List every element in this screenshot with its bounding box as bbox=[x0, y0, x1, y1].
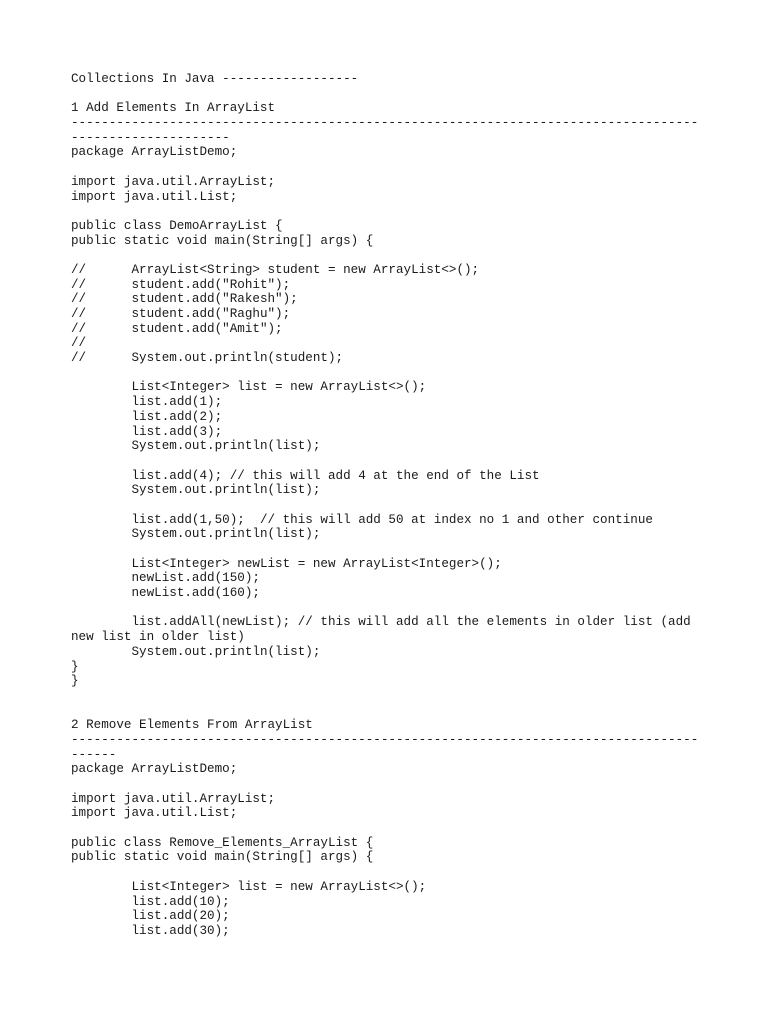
divider-line: --------------------- bbox=[71, 130, 230, 145]
code-line: import java.util.ArrayList; bbox=[71, 791, 276, 806]
code-line: list.add(30); bbox=[71, 923, 230, 938]
code-line: // ArrayList<String> student = new ArrayList<>(); bbox=[71, 262, 480, 277]
code-line: import java.util.List; bbox=[71, 806, 238, 821]
code-line: new list in older list) bbox=[71, 630, 245, 645]
blank-line bbox=[71, 204, 711, 219]
code-line: System.out.println(list); bbox=[71, 439, 321, 454]
blank-line bbox=[71, 777, 711, 792]
code-line: list.add(3); bbox=[71, 424, 223, 439]
divider-line: ----------------------------------------------------------------------------------- bbox=[71, 732, 699, 747]
divider-line: ----------------------------------------------------------------------------------- bbox=[71, 116, 699, 131]
code-line: List<Integer> newList = new ArrayList<Integer>(); bbox=[71, 556, 502, 571]
code-line: import java.util.ArrayList; bbox=[71, 174, 276, 189]
code-line: System.out.println(list); bbox=[71, 483, 321, 498]
doc-title: Collections In Java ------------------ bbox=[71, 72, 359, 86]
code-line: import java.util.List; bbox=[71, 189, 238, 204]
code-line: System.out.println(list); bbox=[71, 644, 321, 659]
blank-line bbox=[71, 542, 711, 557]
code-line: } bbox=[71, 659, 79, 674]
document-body bbox=[71, 72, 711, 939]
code-line: // student.add("Amit"); bbox=[71, 321, 283, 336]
code-line: list.add(2); bbox=[71, 409, 223, 424]
section-heading: 2 Remove Elements From ArrayList bbox=[71, 718, 313, 733]
code-line: // student.add("Rakesh"); bbox=[71, 292, 298, 307]
blank-line bbox=[71, 366, 711, 381]
code-line: list.add(1); bbox=[71, 395, 223, 410]
code-line: List<Integer> list = new ArrayList<>(); bbox=[71, 879, 427, 894]
code-line: // bbox=[71, 336, 87, 351]
divider-line: ------ bbox=[71, 747, 117, 762]
blank-line bbox=[71, 454, 711, 469]
code-line: public class Remove_Elements_ArrayList { bbox=[71, 835, 374, 850]
code-line: System.out.println(list); bbox=[71, 527, 321, 542]
blank-line bbox=[71, 248, 711, 263]
code-line: list.add(4); // this will add 4 at the end of the List bbox=[71, 468, 540, 483]
code-line: newList.add(160); bbox=[71, 586, 260, 601]
code-line: public static void main(String[] args) { bbox=[71, 233, 374, 248]
blank-line bbox=[71, 498, 711, 513]
code-line: List<Integer> list = new ArrayList<>(); bbox=[71, 380, 427, 395]
code-line: package ArrayListDemo; bbox=[71, 762, 238, 777]
code-line: newList.add(150); bbox=[71, 571, 260, 586]
blank-line bbox=[71, 87, 711, 102]
code-line: list.addAll(newList); // this will add all the elements in older list (add bbox=[71, 615, 691, 630]
code-line: public class DemoArrayList { bbox=[71, 218, 283, 233]
code-line: list.add(10); bbox=[71, 894, 230, 909]
blank-line bbox=[71, 704, 711, 719]
code-line: list.add(1,50); // this will add 50 at index no 1 and other continue bbox=[71, 512, 653, 527]
blank-line bbox=[71, 601, 711, 616]
code-line: public static void main(String[] args) { bbox=[71, 850, 374, 865]
section-heading: 1 Add Elements In ArrayList bbox=[71, 101, 276, 116]
blank-line bbox=[71, 821, 711, 836]
code-line: // student.add("Rohit"); bbox=[71, 277, 291, 292]
code-line: package ArrayListDemo; bbox=[71, 145, 238, 160]
code-line: } bbox=[71, 674, 79, 689]
blank-line bbox=[71, 865, 711, 880]
code-line: // student.add("Raghu"); bbox=[71, 307, 291, 321]
blank-line bbox=[71, 689, 711, 704]
blank-line bbox=[71, 160, 711, 175]
code-line: list.add(20); bbox=[71, 909, 230, 924]
code-line: // System.out.println(student); bbox=[71, 351, 344, 366]
